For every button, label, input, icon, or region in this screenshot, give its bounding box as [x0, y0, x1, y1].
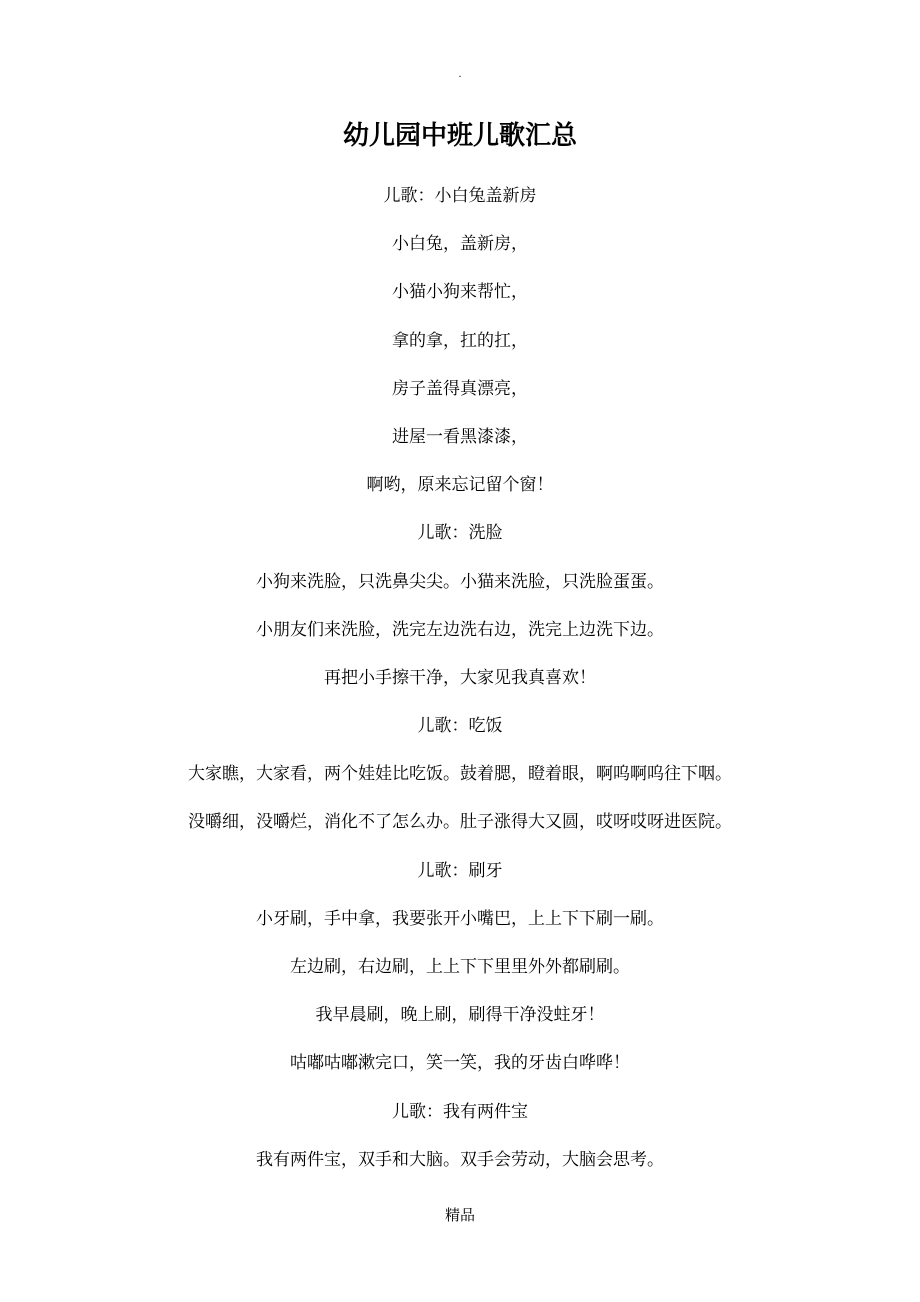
song-line: 我早晨刷，晚上刷，刷得干净没蛀牙！ — [315, 1005, 605, 1026]
song-line: 小牙刷，手中拿，我要张开小嘴巴，上上下下刷一刷。 — [256, 908, 664, 929]
song-heading: 儿歌：刷牙 — [417, 860, 503, 881]
song-heading: 儿歌：吃饭 — [417, 716, 503, 737]
song-heading: 儿歌：洗脸 — [417, 523, 503, 544]
song-heading: 儿歌：我有两件宝 — [392, 1101, 528, 1122]
song-line: 房子盖得真漂亮， — [392, 378, 528, 399]
song-line: 小白兔，盖新房， — [392, 234, 528, 255]
footer-label: 精品 — [444, 1206, 475, 1224]
song-line: 啊哟，原来忘记留个窗！ — [366, 475, 554, 496]
song-heading: 儿歌：小白兔盖新房 — [383, 186, 537, 206]
song-line: 再把小手擦干净，大家见我真喜欢！ — [324, 667, 596, 688]
song-line: 大家瞧，大家看，两个娃娃比吃饭。鼓着腮，瞪着眼，啊呜啊呜往下咽。 — [188, 764, 732, 785]
header-dot: . — [458, 69, 462, 80]
page-title: 幼儿园中班儿歌汇总 — [342, 121, 577, 151]
song-lines — [0, 180, 920, 1192]
song-line: 左边刷，右边刷，上上下下里里外外都刷刷。 — [290, 957, 630, 977]
song-line: 进屋一看黑漆漆， — [392, 426, 528, 447]
song-line: 拿的拿，扛的扛， — [392, 330, 528, 351]
song-line: 没嚼细，没嚼烂，消化不了怎么办。肚子涨得大又圆，哎呀哎呀进医院。 — [188, 812, 732, 833]
song-line: 小狗来洗脸，只洗鼻尖尖。小猫来洗脸，只洗脸蛋蛋。 — [256, 571, 664, 592]
song-line: 我有两件宝，双手和大脑。双手会劳动，大脑会思考。 — [256, 1149, 664, 1170]
song-line: 小朋友们来洗脸，洗完左边洗右边，洗完上边洗下边。 — [256, 619, 664, 640]
song-line: 小猫小狗来帮忙， — [392, 282, 528, 303]
song-line: 咕嘟咕嘟漱完口，笑一笑，我的牙齿白哗哗！ — [290, 1053, 630, 1074]
